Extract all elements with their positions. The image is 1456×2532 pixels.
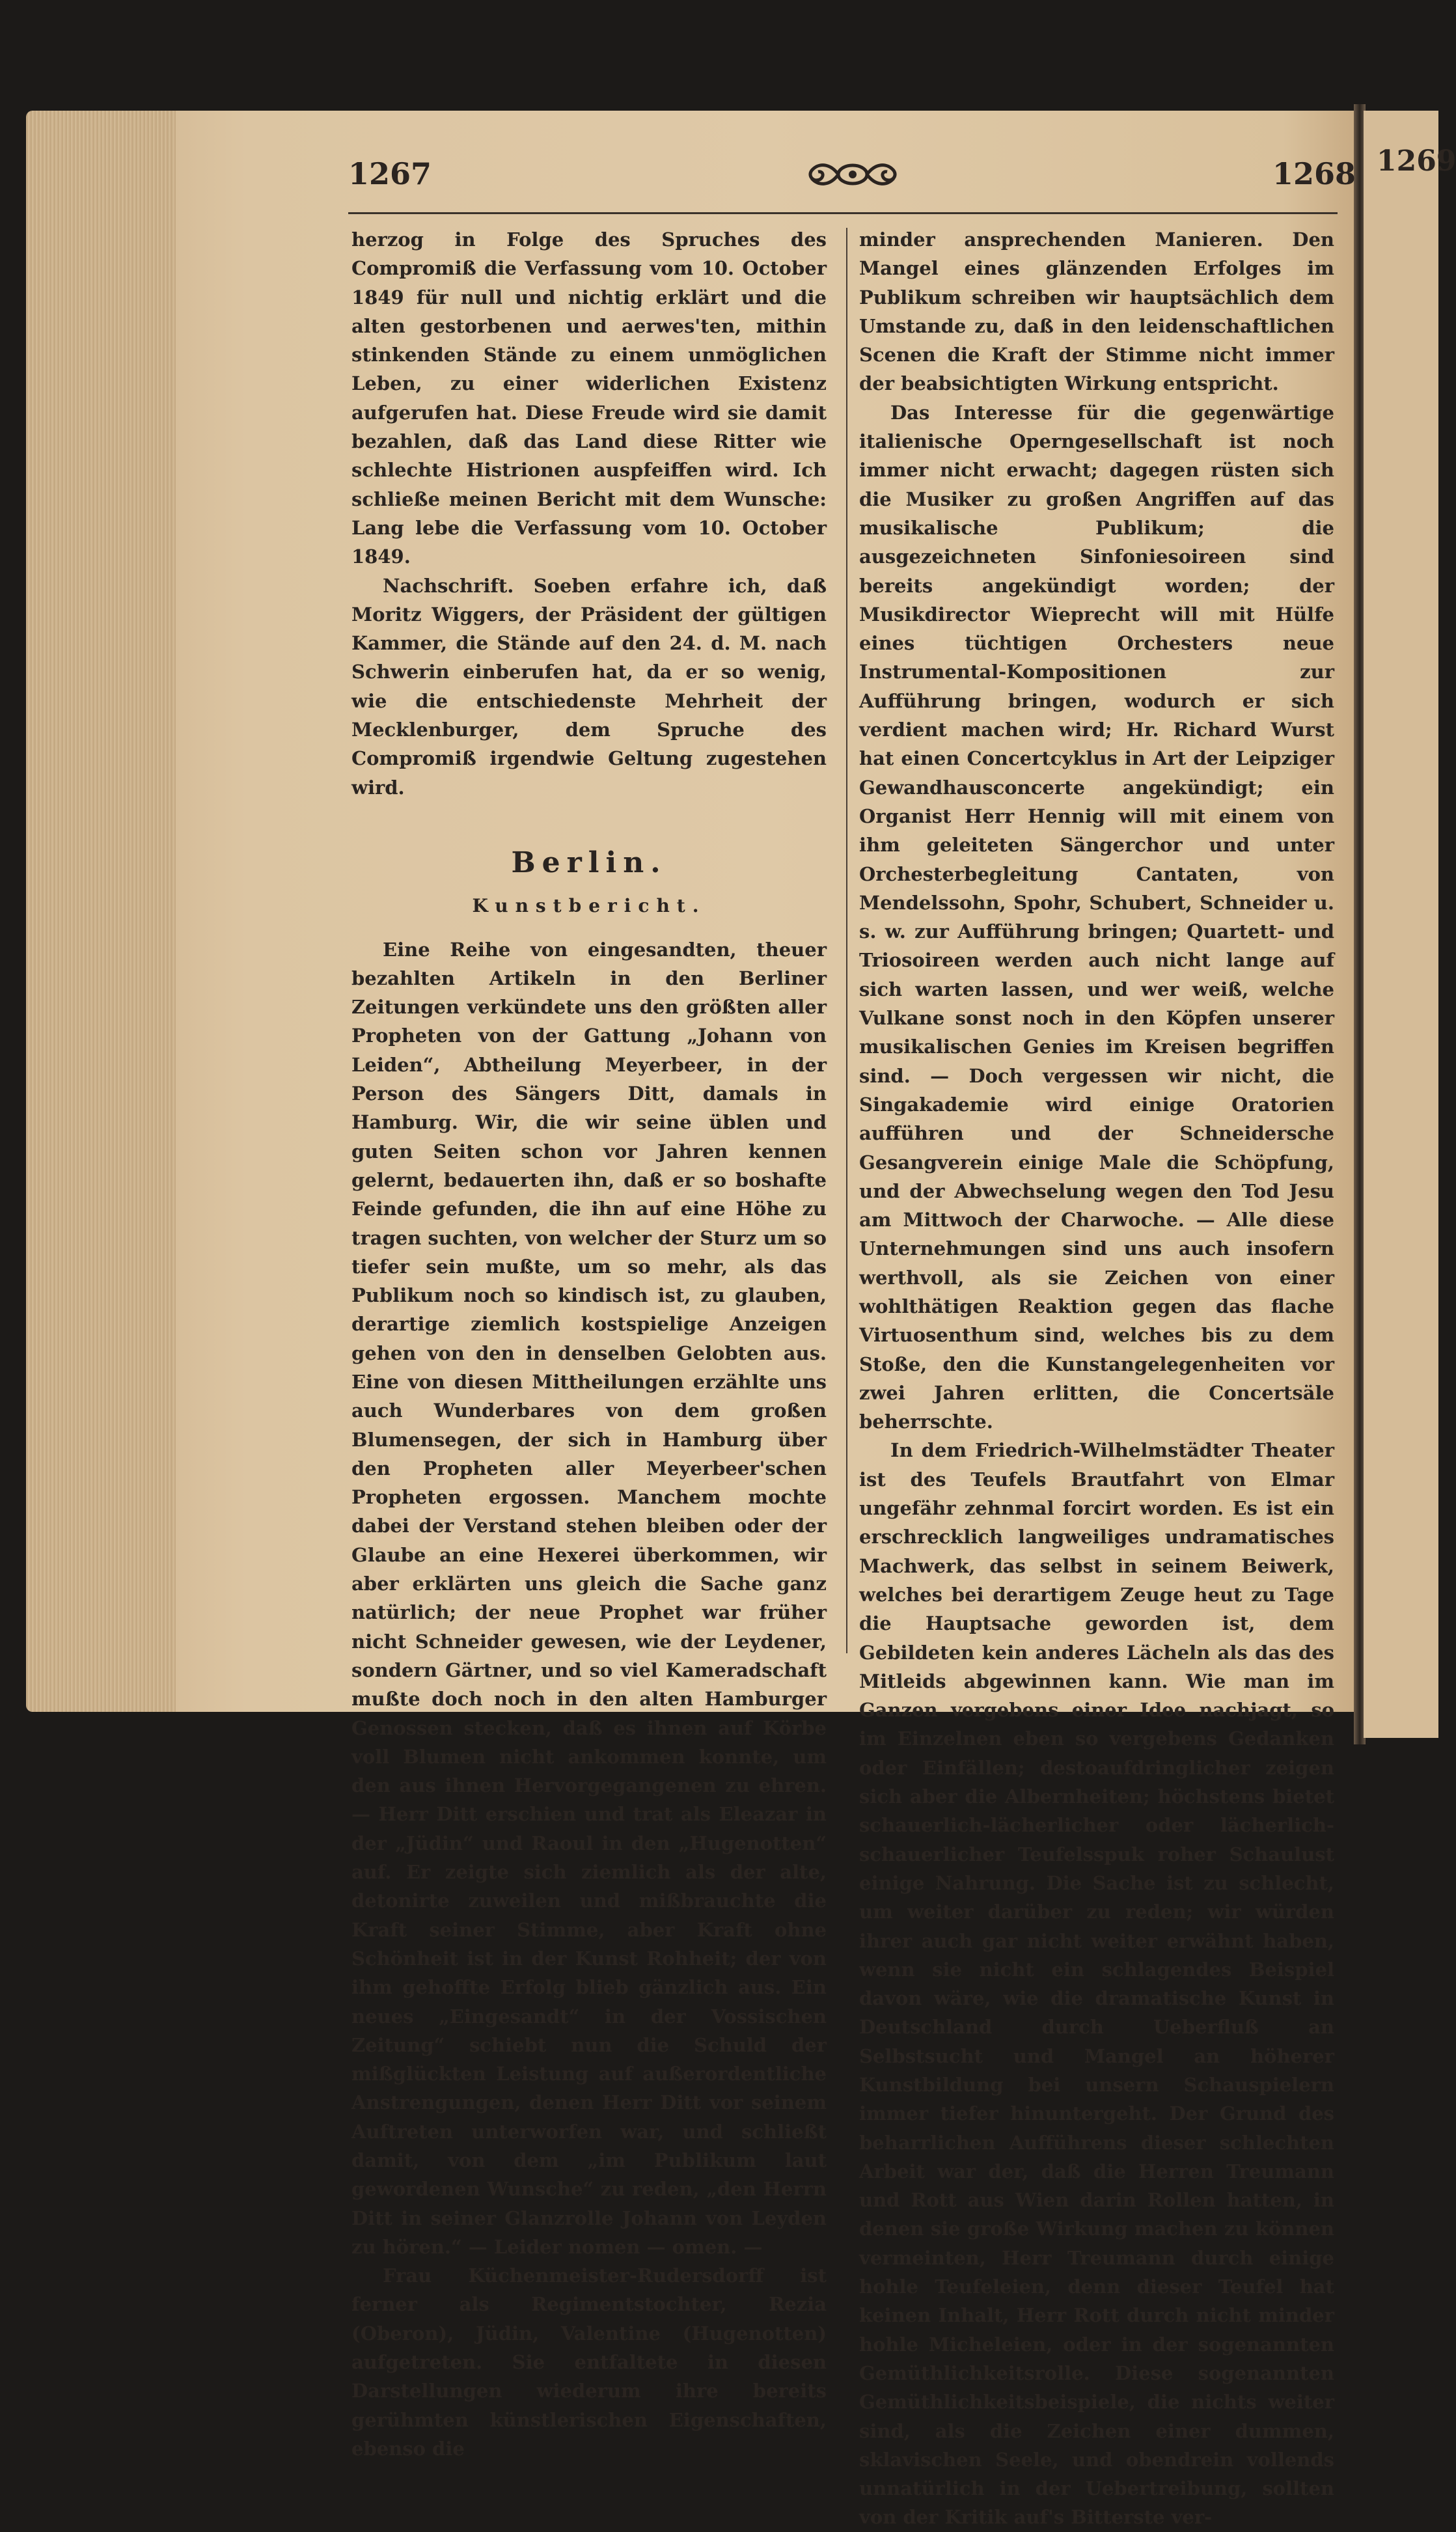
left-column (351, 225, 827, 2463)
section-title: Berlin. (511, 846, 667, 879)
page-number-right: 1268 (1272, 156, 1356, 191)
body-paragraph: Eine Reihe von eingesandten, theuer bezahlten Artikeln in den Berliner Zeitungen verkündete uns den größten aller Propheten von der Gattung „Johann von Leiden“, Abtheilung Meyerbeer, in der Person des Sängers Ditt, damals in Hamburg. Wir, die wir seine üblen und guten Seiten schon vor Jahren kennen gelernt, bedauerten ihn, daß er so boshafte Feinde gefunden, die ihn auf eine Höhe zu tragen suchten, von welcher der Sturz um so tiefer sein mußte, um so mehr, als das Publikum noch so kindisch ist, zu glauben, derartige ziemlich kostspielige Anzeigen gehen von den in denselben Gelobten aus. Eine von diesen Mittheilungen erzählte uns auch Wunderbares von dem großen Blumensegen, der sich in Hamburg über den Propheten aller Meyerbeer'schen Propheten ergossen. Manchem mochte dabei der Verstand stehen bleiben oder der Glaube an eine Hexerei überkommen, wir aber erklärten uns gleich die Sache ganz natürlich; der neue Prophet war früher nicht Schneider gewesen, wie der Leydener, sondern Gärtner, und so viel Kameradschaft mußte doch noch in den alten Hamburger Genossen stecken, daß es ihnen auf Körbe voll Blumen nicht ankommen konnte, um den aus ihnen Hervorgegangenen zu ehren. — Herr Ditt erschien und trat als Eleazar in der „Jüdin“ und Raoul in den „Hugenotten“ auf. Er zeigte sich ziemlich als der alte, detonirte zuweilen und mißbrauchte die Kraft seiner Stimme, aber Kraft ohne Schönheit ist in der Kunst Rohheit; der von ihm gehoffte Erfolg blieb gänzlich aus. Ein neues „Eingesandt“ in der Vossischen Zeitung“ schiebt nun die Schuld der mißglückten Leistung auf außerordentliche Anstrengungen, denen Herr Ditt vor seinem Auftreten unterworfen war, und schließt damit, von dem „im Publikum laut gewordenen Wunsche“ zu reden, „den Herrn Ditt in seiner Glanzrolle Johann von Leyden zu hören.“ — Leider nomen — omen. — (351, 938, 827, 2258)
section-subtitle: Kunstbericht. (472, 895, 706, 917)
next-page-number: 1269 (1377, 144, 1456, 178)
right-column (859, 225, 1334, 2532)
body-paragraph: Frau Küchenmeister-Rudersdorff ist ferner als Regimentstochter, Rezia (Oberon), Jüdin, Valentine (Hugenotten) aufgetreten. Sie entfaltete in diesen Darstellungen wiederum ihre bereits gerühmten künstlerischen Eigenschaften, ebenso die (351, 2264, 827, 2460)
book-page-edges (26, 111, 182, 1712)
intro-paragraph: herzog in Folge des Spruches des Compromiß die Verfassung vom 10. October 1849 für null und nichtig erklärt und die alten gestorbenen und aerwes'ten, mithin stinkenden Stände zu einem unmöglichen Leben, zu einer widerlichen Existenz aufgerufen hat. Diese Freude wird sie damit bezahlen, daß das Land diese Ritter wie schlechte Histrionen auspfeiffen wird. Ich schließe meinen Bericht mit dem Wunsche: Lang lebe die Verfassung vom 10. October 1849. (351, 228, 827, 568)
header-rule (348, 212, 1338, 214)
body-paragraph: minder ansprechenden Manieren. Den Mangel eines glänzenden Erfolges im Publikum schreiben wir hauptsächlich dem Umstande zu, daß in den leidenschaftlichen Scenen die Kraft der Stimme nicht immer der beabsichtigten Wirkung entspricht. (859, 228, 1334, 395)
page-number-left: 1267 (348, 156, 432, 191)
body-paragraph: In dem Friedrich-Wilhelmstädter Theater ist des Teufels Brautfahrt von Elmar ungefähr zehnmal forcirt worden. Es ist ein erschrecklich langweiliges undramatisches Machwerk, das selbst in seinem Beiwerk, welches bei derartigem Zeuge heut zu Tage die Hauptsache geworden ist, dem Gebildeten kein anderes Lächeln als das des Mitleids abgewinnen kann. Wie man im Ganzen vergebens einer Idee nachjagt, so im Einzelnen eben so vergebens Gedanken oder Einfällen; destoaufdringlicher zeigen sich aber die Albernheiten; höchstens bietet schauerlich-lächerlicher oder lächerlich-schauerlicher Teufelsspuk roher Schaulust einige Nahrung. Die Sache ist zu schlecht, um weiter darüber zu reden; wir würden ihrer auch gar nicht weiter erwähnt haben, wenn sie nicht ein schlagendes Beispiel davon wäre, wie die dramatische Kunst in Deutschland durch Ueberfluß an Selbstsucht und Mangel an höherer Kunstbildung bei unsern Schauspielern immer tiefer hinuntergeht. Der Grund des beharrlichen Aufführens dieser schlechten Arbeit war der, daß die Herren Treumann und Rott aus Wien darin Rollen hatten, in denen sie große Wirkung machen zu können vermeinten, Herr Treumann durch einige hohle Teufeleien, denn dieser Teufel hat keinen Inhalt, Herr Rott durch nicht minder hohle Micheleien, oder in der sogenannten Gemüthlichkeitsrolle. Diese sogenannten Gemüthlichkeitsbeispiele, die nichts weiter sind, als die Zeichen einer dummen, sklavischen Seele, und obendrein vollends unnatürlich in der Uebertreibung, sollten von der Kritik auf's Bitterste ver- (859, 1439, 1334, 2529)
header-ornament-icon (804, 156, 901, 193)
postscript-paragraph: Nachschrift. Soeben erfahre ich, daß Moritz Wiggers, der Präsident der gültigen Kammer, die Stände auf den 24. d. M. nach Schwerin einberufen hat, da er so wenig, wie die entschiedenste Mehrheit der Mecklenburger, dem Spruche des Compromiß irgendwie Geltung zugestehen wird. (351, 574, 827, 799)
next-page-fragment (1364, 111, 1456, 1738)
column-divider (846, 228, 847, 1653)
body-paragraph: Das Interesse für die gegenwärtige italienische Operngesellschaft ist noch immer nicht erwacht; dagegen rüsten sich die Musiker zu großen Angriffen auf das musikalische Publikum; die ausgezeichneten Sinfoniesoireen sind bereits angekündigt worden; der Musikdirector Wieprecht will mit Hülfe eines tüchtigen Orchesters neue Instrumental-Kompositionen zur Aufführung bringen, wodurch er sich verdient machen wird; Hr. Richard Wurst hat einen Concertcyklus in Art der Leipziger Gewandhausconcerte angekündigt; ein Organist Herr Hennig will mit einem von ihm geleiteten Sängerchor und unter Orchesterbegleitung Cantaten, von Mendelssohn, Spohr, Schubert, Schneider u. s. w. zur Aufführung bringen; Quartett- und Triosoireen werden auch nicht lange auf sich warten lassen, und wer weiß, welche Vulkane sonst noch in den Köpfen unserer musikalischen Genies im Kreisen begriffen sind. — Doch vergessen wir nicht, die Singakademie wird einige Oratorien aufführen und der Schneidersche Gesangverein einige Male die Schöpfung, und der Abwechselung wegen den Tod Jesu am Mittwoch der Charwoche. — Alle diese Unternehmungen sind uns auch insofern werthvoll, als sie Zeichen von einer wohlthätigen Reaktion gegen das flache Virtuosenthum sind, welches bis zu dem Stoße, den die Kunstangelegenheiten vor zwei Jahren erlitten, die Concertsäle beherrschte. (859, 401, 1334, 1433)
